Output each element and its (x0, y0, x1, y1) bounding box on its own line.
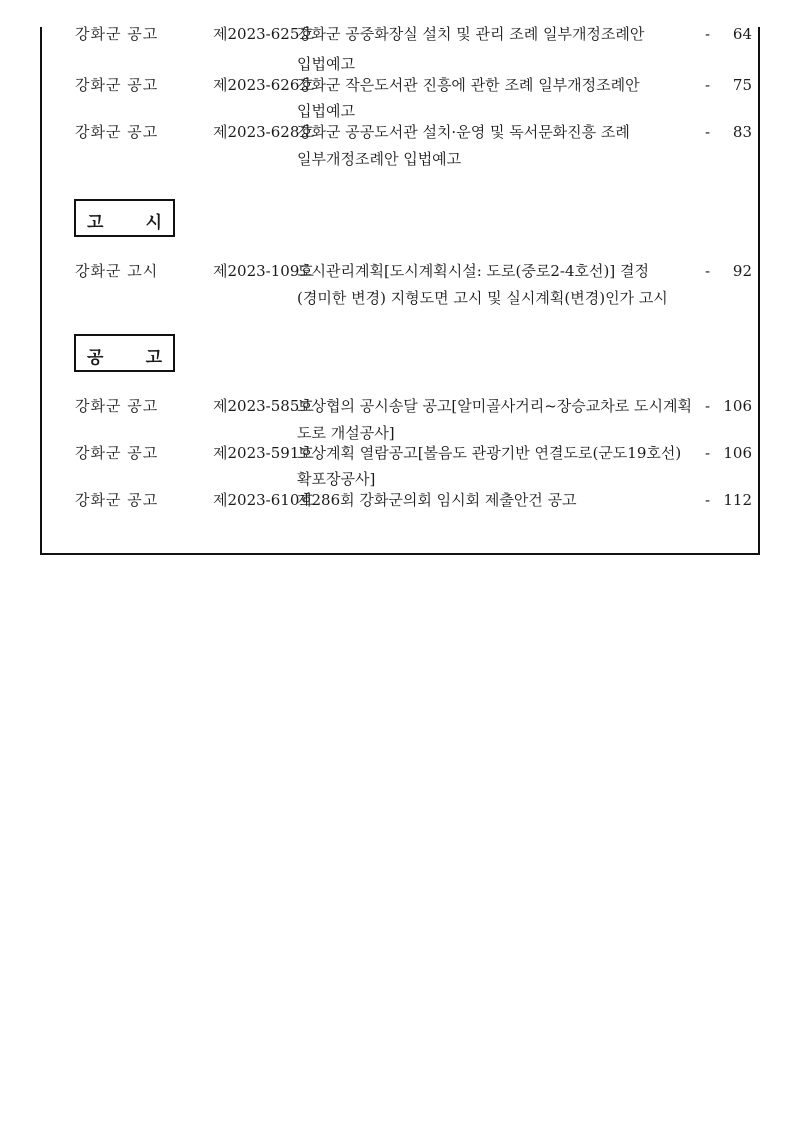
entry-title: 제286회 강화군의회 임시회 제출안건 공고 (297, 491, 577, 509)
section-heading-char: 시 (145, 213, 162, 233)
entry-page: 112 (723, 491, 752, 509)
section-heading-char: 고 (87, 213, 104, 233)
entry-title: 강화군 공공도서관 설치·운영 및 독서문화진흥 조례 (297, 123, 630, 141)
entry-title: 보상계획 열람공고[볼음도 관광기반 연결도로(군도19호선) (297, 444, 682, 462)
entry-number: 제2023-628호 (213, 123, 314, 141)
entry-title-continuation: 일부개정조례안 입법예고 (297, 150, 462, 168)
entry-page: 106 (723, 397, 752, 415)
entry-page: 64 (732, 25, 752, 43)
entry-number: 제2023-585호 (213, 397, 314, 415)
entry-number: 제2023-591호 (213, 444, 314, 462)
entry-dash: - (705, 25, 711, 43)
entry-title-continuation: 도로 개설공사] (297, 424, 395, 442)
entry-org: 강화군 공고 (75, 491, 159, 509)
entry-page: 75 (732, 76, 752, 94)
entry-title-continuation: 입법예고 (297, 55, 355, 73)
section-heading-announcement (74, 334, 175, 372)
entry-title: 강화군 작은도서관 진흥에 관한 조례 일부개정조례안 (297, 76, 640, 94)
entry-org: 강화군 공고 (75, 76, 159, 94)
entry-number: 제2023-625호 (213, 25, 314, 43)
entry-title-continuation: 입법예고 (297, 102, 355, 120)
entry-title: 도시관리계획[도시계획시설: 도로(중로2-4호선)] 결정 (297, 262, 649, 280)
entry-number: 제2023-109호 (213, 262, 314, 280)
entry-page: 106 (723, 444, 752, 462)
entry-dash: - (705, 491, 711, 509)
entry-dash: - (705, 444, 711, 462)
entry-page: 83 (732, 123, 752, 141)
entry-org: 강화군 고시 (75, 262, 159, 280)
entry-org: 강화군 공고 (75, 397, 159, 415)
entry-title-continuation: 확포장공사] (297, 470, 376, 488)
section-heading-char: 공 (87, 348, 104, 368)
entry-page: 92 (732, 262, 752, 280)
entry-dash: - (705, 397, 711, 415)
entry-number: 제2023-610호 (213, 491, 314, 509)
entry-dash: - (705, 76, 711, 94)
entry-dash: - (705, 262, 711, 280)
entry-org: 강화군 공고 (75, 444, 159, 462)
entry-org: 강화군 공고 (75, 25, 159, 43)
entry-number: 제2023-626호 (213, 76, 314, 94)
entry-dash: - (705, 123, 711, 141)
section-heading-char: 고 (145, 348, 162, 368)
entry-org: 강화군 공고 (75, 123, 159, 141)
entry-title-continuation: (경미한 변경) 지형도면 고시 및 실시계획(변경)인가 고시 (297, 289, 668, 307)
section-heading-notice (74, 199, 175, 237)
entry-title: 보상협의 공시송달 공고[알미골사거리~장승교차로 도시계획 (297, 397, 692, 415)
entry-title: 강화군 공중화장실 설치 및 관리 조례 일부개정조례안 (297, 25, 645, 43)
